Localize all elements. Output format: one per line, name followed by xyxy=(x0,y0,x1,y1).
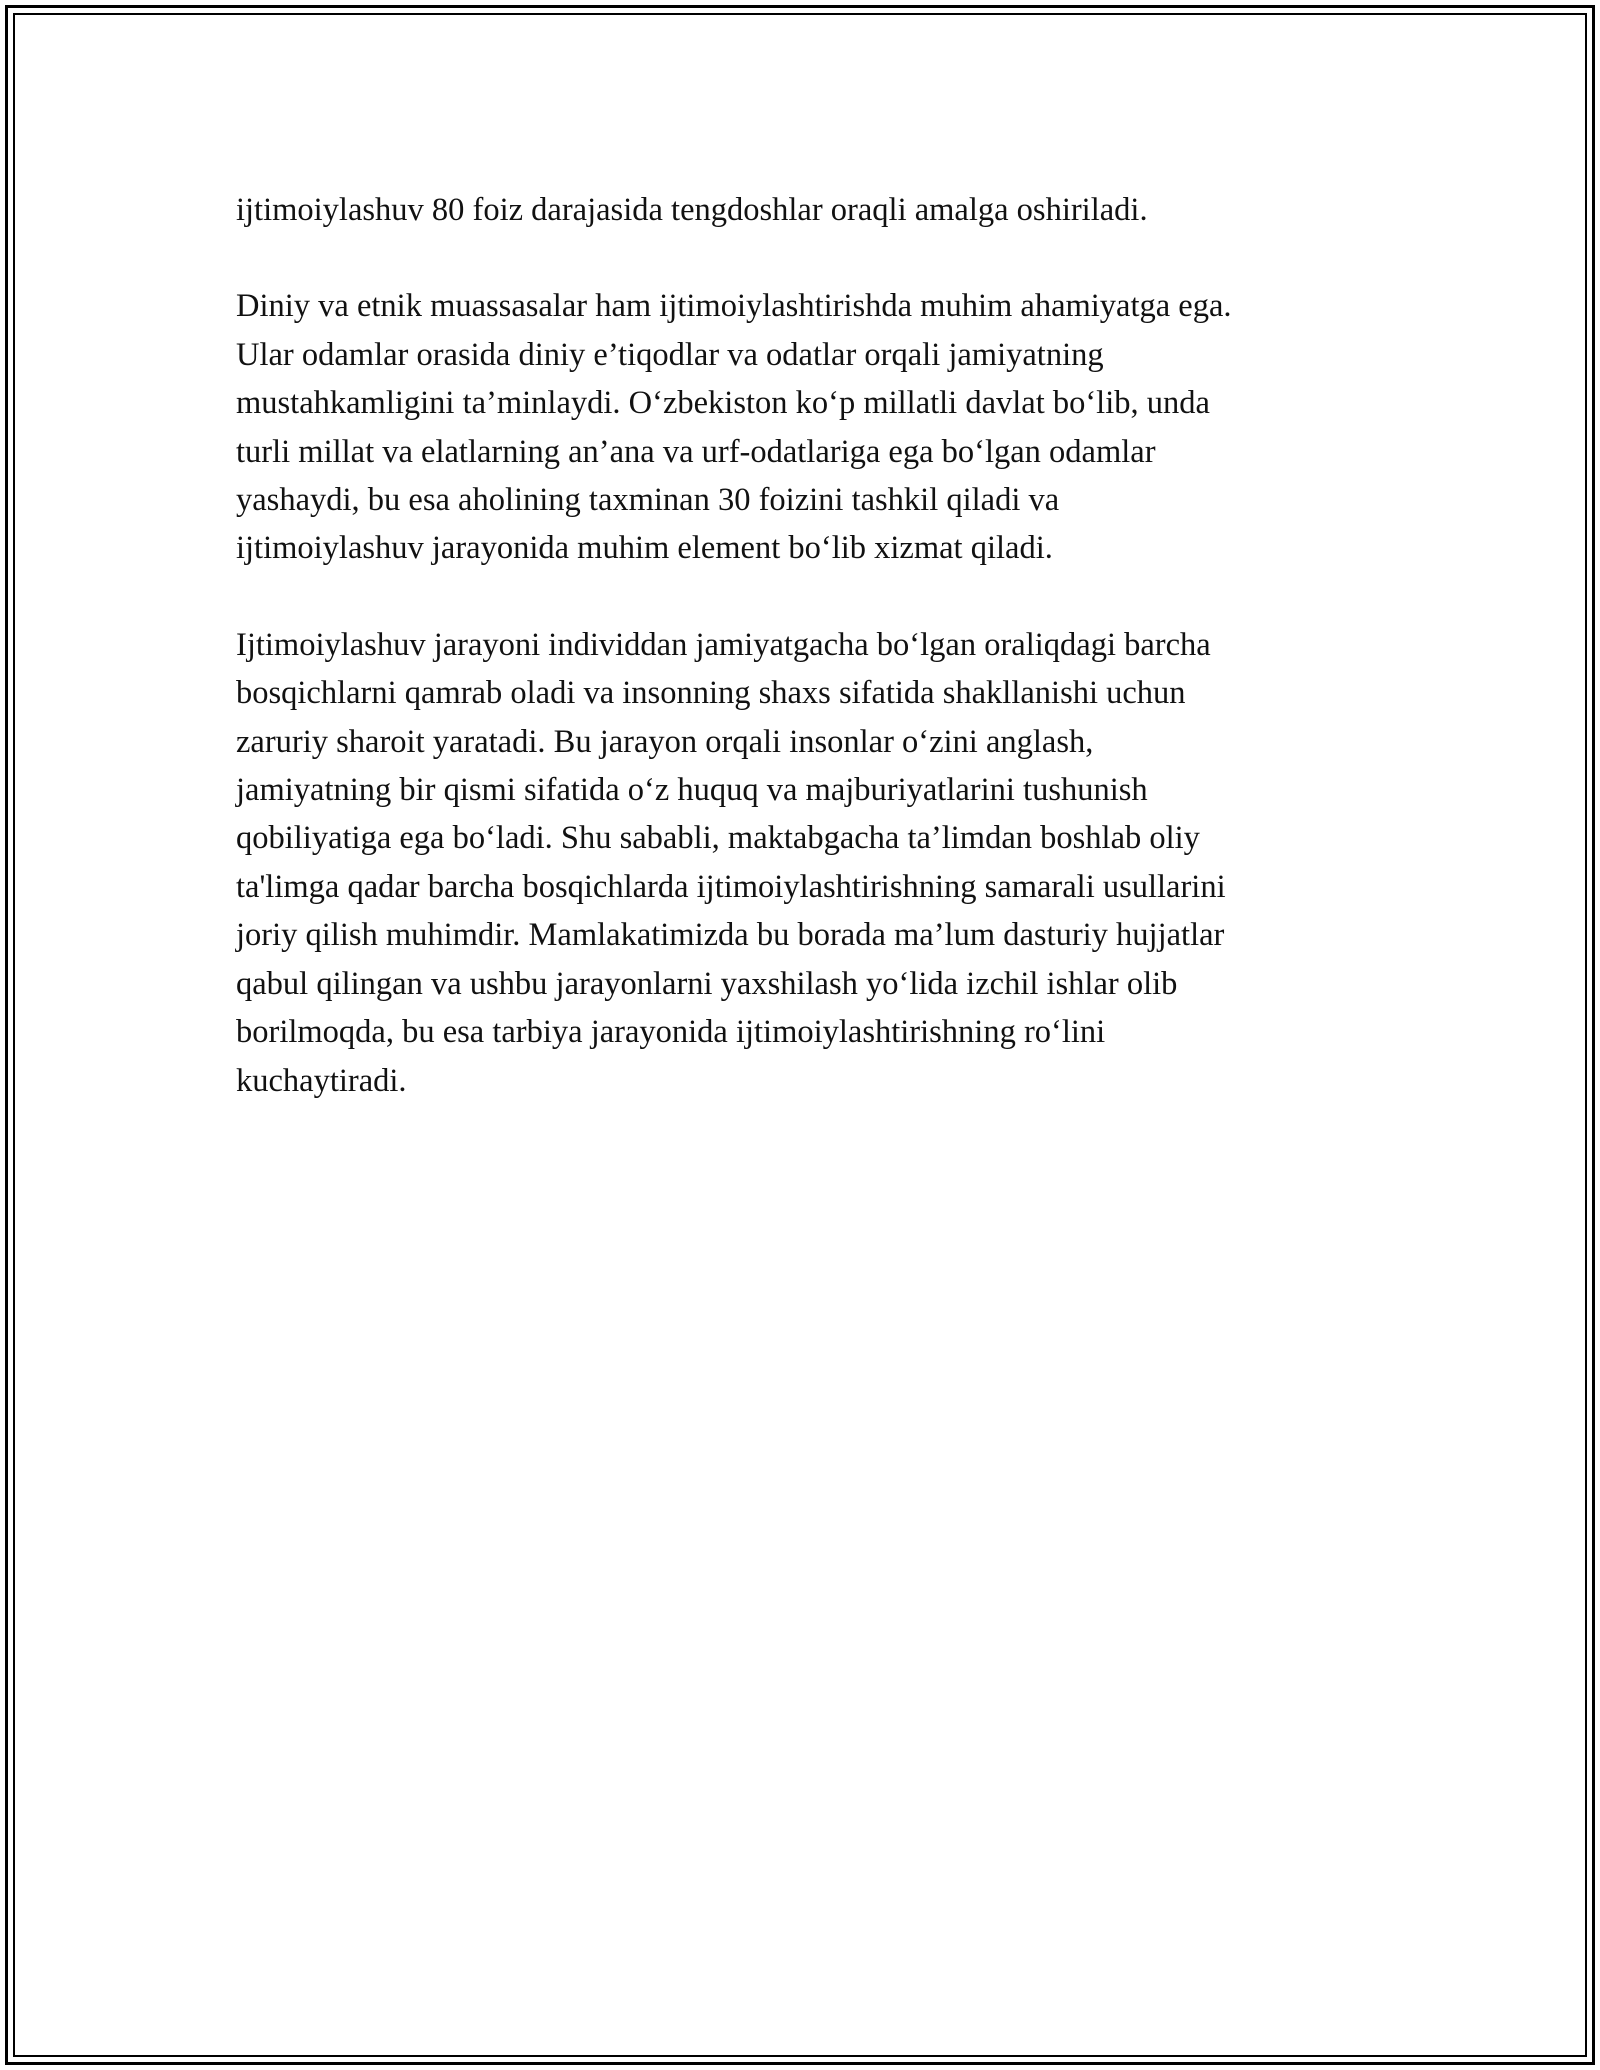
paragraph-1: ijtimoiylashuv 80 foiz darajasida tengdoshlar oraqli amalga oshiriladi. xyxy=(236,192,1148,228)
paragraph-3: Ijtimoiylashuv jarayoni individdan jamiyatgacha bo‘lgan oraliqdagi barcha bosqichlarni qamrab oladi va insonning shaxs sifatida shakllanishi uchun zaruriy sharoit yaratadi. Bu jarayon orqali insonlar o‘zini anglash, jamiyatning bir qismi sifatida o‘z huquq va majburiyatlarini tushunish qobiliyatiga ega bo‘ladi. Shu sababli, maktabgacha ta’limdan boshlab oliy ta'limga qadar barcha bosqichlarda ijtimoiylashtirishning samarali usullarini joriy qilish muhimdir. Mamlakatimizda bu borada ma’lum dasturiy hujjatlar qabul qilingan va ushbu jarayonlarni yaxshilash yo‘lida izchil ishlar olib borilmoqda, bu esa tarbiya jarayonida ijtimoiylashtirishning ro‘lini kuchaytiradi. xyxy=(236,626,1226,1099)
paragraph-2: Diniy va etnik muassasalar ham ijtimoiylashtirishda muhim ahamiyatga ega. Ular odamlar orasida diniy e’tiqodlar va odatlar orqali jamiyatning mustahkamligini ta’minlaydi. O‘zbekiston ko‘p millatli davlat bo‘lib, unda turli millat va elatlarning an’ana va urf-odatlariga ega bo‘lgan odamlar yashaydi, bu esa aholining taxminan 30 foizini tashkil qiladi va ijtimoiylashuv jarayonida muhim element bo‘lib xizmat qiladi. xyxy=(236,288,1232,567)
document-body xyxy=(236,186,1376,1153)
